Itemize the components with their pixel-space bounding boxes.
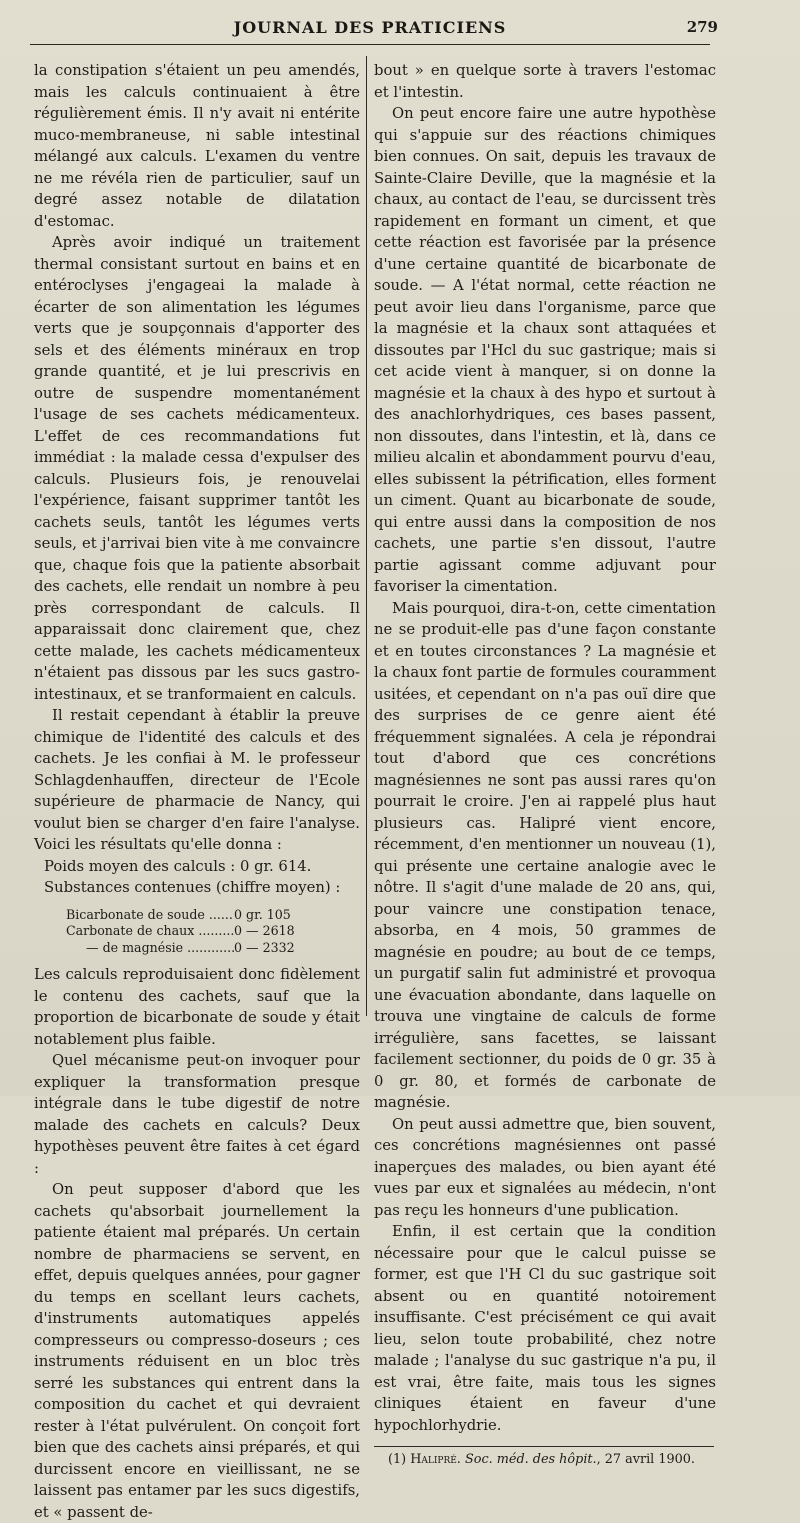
paragraph: On peut supposer d'abord que les cachets qu'absorbait journellement la patiente étaient mal préparés. Un certain nombre de pharmaciens se servent, en effet, depuis quelques années, pour gagner du temps en scellant leurs cachets, d'instruments automatiques appelés compresseurs ou compresso-doseurs ; ces instruments réduisent en un bloc très serré les substances qui entrent dans la composition du cachet et qui devraient rester à l'état pulvérulent. On conçoit fort bien que des cachets ainsi préparés, et qui durcissent encore en vieillissant, ne se laissent pas entamer par les sucs digestifs, et « passent de- (34, 1181, 360, 1521)
paragraph: bout » en quelque sorte à travers l'estomac et l'intestin. (374, 62, 716, 101)
substance-amount: 0 — 2618 (234, 923, 295, 938)
substance-name: Carbonate de chaux ..... (66, 923, 234, 940)
footnote-author: Halipré. (410, 1452, 461, 1467)
substance-name: — de magnésie ..... (66, 940, 234, 957)
column-divider (366, 56, 367, 1016)
right-column (374, 60, 716, 1468)
paragraph: Il restait cependant à établir la preuve chimique de l'identité des calculs et des cachets. Je les confiai à M. le professeur Schlagdenhauffen, directeur de l'Ecole supérieure de pharmacie de Nancy, qui voulut bien se charger d'en faire l'analyse. Voici les résultats qu'elle donna : (34, 707, 360, 853)
paragraph: la constipation s'étaient un peu amendés, mais les calculs continuaient à être régulièrement émis. Il n'y avait ni entérite muco-membraneuse, ni sable intestinal mélangé aux calculs. L'examen du ventre ne me révéla rien de particulier, sauf un degré assez notable de dilatation d'estomac. (34, 62, 360, 230)
substances-heading: Substances contenues (chiffre moyen) : (44, 879, 341, 896)
paragraph: Les calculs reproduisaient donc fidèlement le contenu des cachets, sauf que la proportion de bicarbonate de soude y était notablement plus faible. (34, 966, 360, 1048)
substance-amount: 0 gr. 105 (234, 906, 291, 922)
paragraph: Quel mécanisme peut-on invoquer pour expliquer la transformation presque intégrale dans le tube digestif de notre malade des cachets en calculs? Deux hypothèses peuvent être faites à cet égard : (34, 1052, 360, 1177)
paragraph: Après avoir indiqué un traitement thermal consistant surtout en bains et en entéroclyses j'engageai la malade à écarter de son alimentation les légumes verts que je soupçonnais d'apporter des sels et des éléments minéraux en trop grande quantité, et je lui prescrivis en outre de suspendre momentanément l'usage de ses cachets médicamenteux. L'effet de ces recommandations fut immédiat : la malade cessa d'expulser des calculs. Plusieurs fois, je renouvelai l'expérience, faisant supprimer tantôt les cachets seuls, tantôt les légumes verts seuls, et j'arrivai bien vite à me convaincre que, chaque fois que la patiente absorbait des cachets, elle rendait un nombre à peu près correspondant de calculs. Il apparaissait donc clairement que, chez cette malade, les cachets médicamenteux n'étaient pas dissous par les sucs gastro-intestinaux, et se tranformaient en calculs. (34, 234, 360, 703)
substance-name: Bicarbonate de soude ..... (66, 907, 234, 924)
page-number: 279 (686, 18, 718, 36)
composition-row (66, 907, 360, 924)
header-rule (30, 44, 710, 45)
paragraph: On peut encore faire une autre hypothèse qui s'appuie sur des réactions chimiques bien connues. On sait, depuis les travaux de Sainte-Claire Deville, que la magnésie et la chaux, au contact de l'eau, se durcissent très rapidement en formant un ciment, et que cette réaction est favorisée par la présence d'une certaine quantité de bicarbonate de soude. — A l'état normal, cette réaction ne peut avoir lieu dans l'organisme, parce que la magnésie et la chaux sont attaquées et dissoutes par l'Hcl du suc gastrique; mais si cet acide vient à manquer, si on donne la magnésie et la chaux à des hypo et surtout à des anachlorhydriques, ces bases passent, non dissoutes, dans l'intestin, et là, dans ce milieu alcalin et abondamment pourvu d'eau, elles subissent la pétrification, elles forment un ciment. Quant au bicarbonate de soude, qui entre aussi dans la composition de nos cachets, une partie s'en dissout, l'autre partie agissant comme adjuvant pour favoriser la cimentation. (374, 105, 716, 595)
average-weight-line: Poids moyen des calculs : 0 gr. 614. (44, 857, 312, 875)
footnote-date: , 27 avril 1900. (596, 1452, 695, 1467)
journal-title: JOURNAL DES PRATICIENS (233, 18, 507, 37)
running-header (30, 18, 718, 44)
footnote-rule (374, 1446, 714, 1447)
footnote (374, 1451, 716, 1468)
footnote-marker: (1) (388, 1452, 407, 1467)
composition-row (66, 923, 360, 940)
composition-row (66, 940, 360, 957)
paragraph: Mais pourquoi, dira-t-on, cette cimentation ne se produit-elle pas d'une façon constante et en toutes circonstances ? La magnésie et la chaux font partie de formules couramment usitées, et cependant on n'a pas ouï dire que des surprises de ce genre aient été fréquemment signalées. A cela je répondrai tout d'abord que ces concrétions magnésiennes ne sont pas aussi rares qu'on pourrait le croire. J'en ai rappelé plus haut plusieurs cas. Halipré vient encore, récemment, d'en mentionner un nouveau (1), qui présente une certaine analogie avec le nôtre. Il s'agit d'une malade de 20 ans, qui, pour vaincre une constipation tenace, absorba, en 4 mois, 50 grammes de magnésie en poudre; au bout de ce temps, un purgatif salin fut administré et provoqua une évacuation abondante, dans laquelle on trouva une vingtaine de calculs de forme irrégulière, sans facettes, se laissant facilement sectionner, du poids de 0 gr. 35 à 0 gr. 80, et formés de carbonate de magnésie. (374, 599, 716, 1111)
composition-table (66, 907, 360, 957)
left-column (34, 60, 360, 1523)
substance-amount: 0 — 2332 (234, 939, 295, 955)
footnote-source: Soc. méd. des hôpit. (464, 1452, 597, 1467)
paragraph: On peut aussi admettre que, bien souvent, ces concrétions magnésiennes ont passé inaperçues des malades, ou bien ayant été vues par eux et signalées au médecin, n'ont pas reçu les honneurs d'une publication. (374, 1115, 716, 1219)
paragraph: Enfin, il est certain que la condition nécessaire pour que le calcul puisse se former, est que l'H Cl du suc gastrique soit absent ou en quantité notoirement insuffisante. C'est précisément ce qui avait lieu, selon toute probabilité, chez notre malade ; l'analyse du suc gastrique n'a pu, il est vrai, être faite, mais tous les signes cliniques étaient en faveur d'une hypochlorhydrie. (374, 1223, 716, 1434)
